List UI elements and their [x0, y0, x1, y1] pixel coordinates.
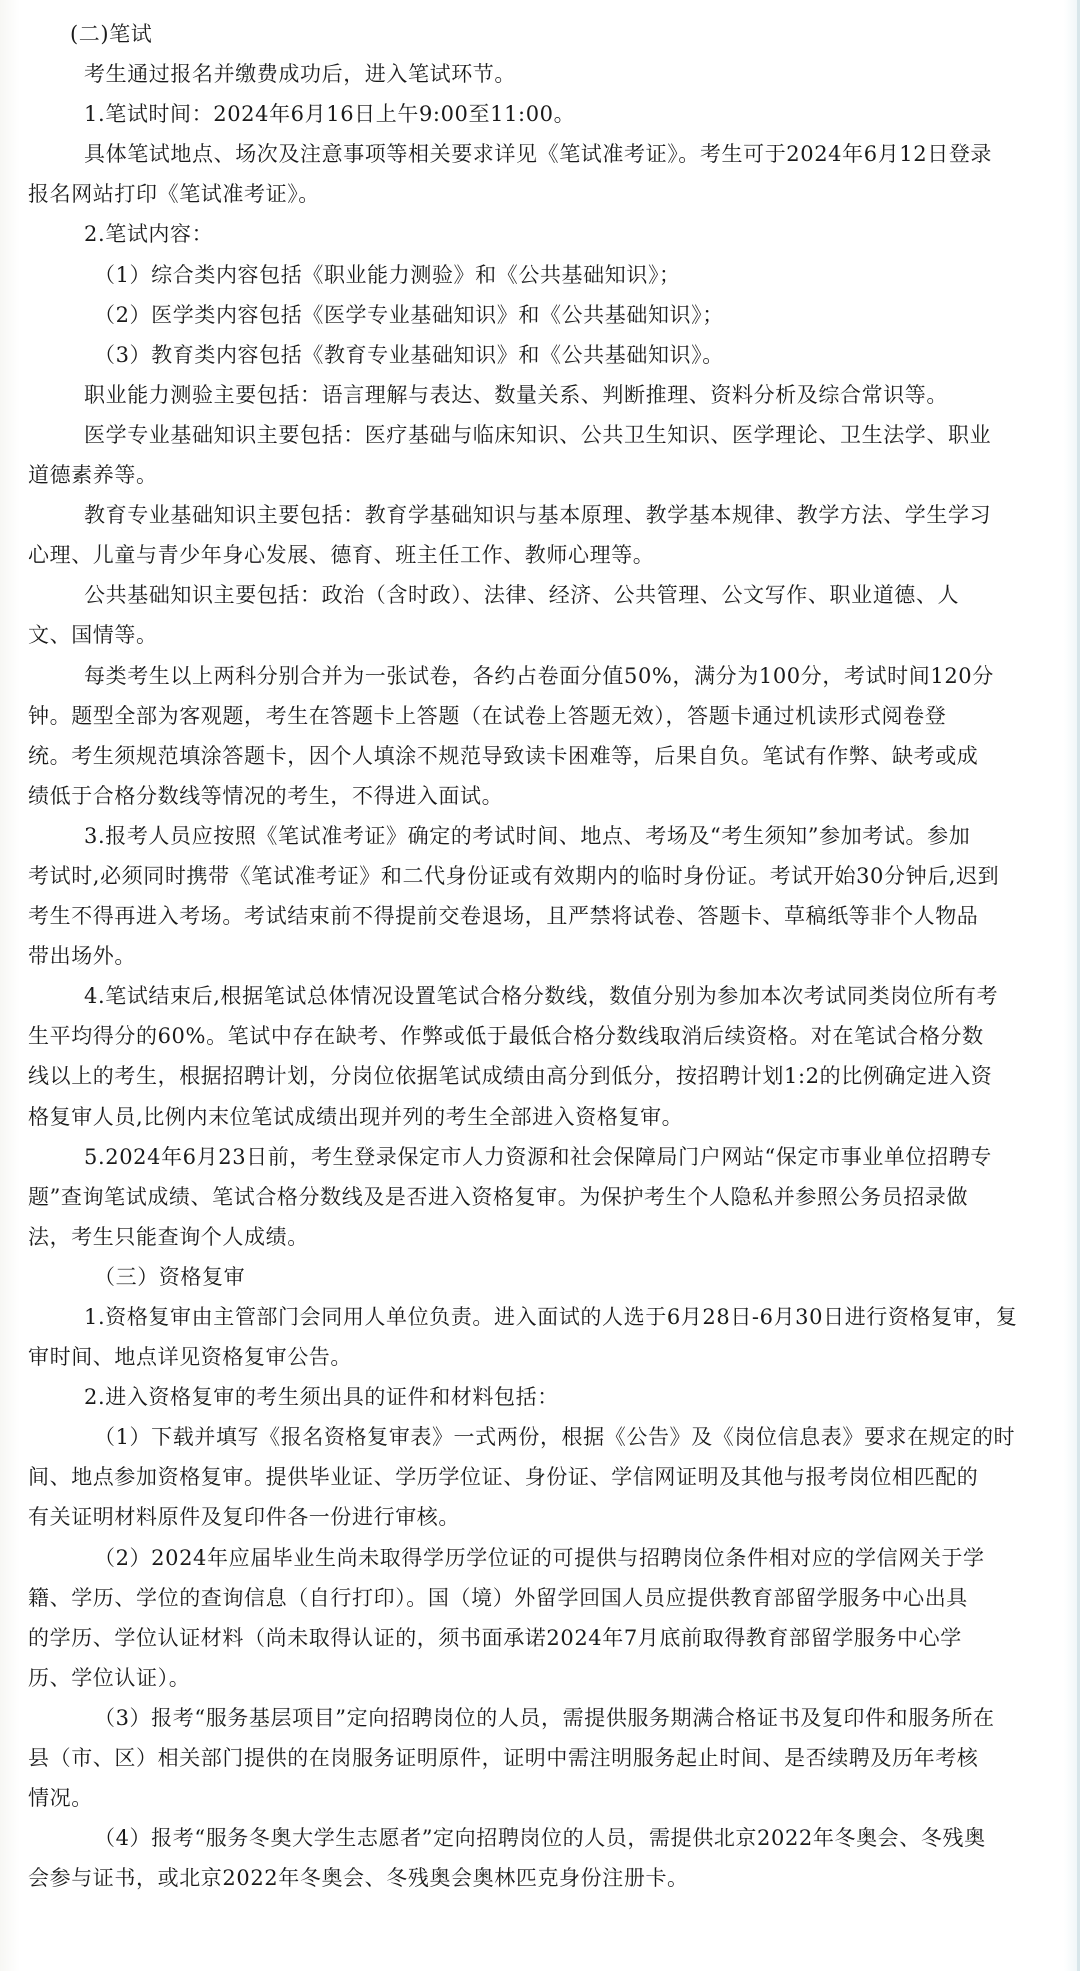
- text-line: 考生不得再进入考场。考试结束前不得提前交卷退场，且严禁将试卷、答题卡、草稿纸等非个人物品: [28, 904, 979, 929]
- text-line: 1.资格复审由主管部门会同用人单位负责。进入面试的人选于6月28日-6月30日进行资格复审，复: [84, 1305, 1018, 1329]
- text-line: 线以上的考生，根据招聘计划，分岗位依据笔试成绩由高分到低分，按招聘计划1:2的比例确定进入资: [28, 1064, 993, 1089]
- text-line: 4.笔试结束后,根据笔试总体情况设置笔试合格分数线，数值分别为参加本次考试同类岗位所有考: [84, 984, 999, 1009]
- text-line: 道德素养等。: [28, 463, 158, 488]
- text-line: 钟。题型全部为客观题，考生在答题卡上答题（在试卷上答题无效），答题卡通过机读形式阅卷登: [28, 703, 947, 728]
- text-line: （2）医学类内容包括《医学专业基础知识》和《公共基础知识》；: [94, 302, 724, 327]
- text-line: 间、地点参加资格复审。提供毕业证、学历学位证、身份证、学信网证明及其他与报考岗位相匹配的: [28, 1465, 979, 1490]
- text-line: 2.进入资格复审的考生须出具的证件和材料包括：: [84, 1385, 559, 1410]
- text-line: 3.报考人员应按照《笔试准考证》确定的考试时间、地点、考场及“考生须知”参加考试。参加: [84, 823, 971, 848]
- text-line: （4）报考“服务冬奥大学生志愿者”定向招聘岗位的人员，需提供北京2022年冬奥会、冬残奥: [94, 1826, 986, 1851]
- text-line: 题”查询笔试成绩、笔试合格分数线及是否进入资格复审。为保护考生个人隐私并参照公务员招录做: [28, 1184, 969, 1209]
- text-line: 公共基础知识主要包括：政治（含时政）、法律、经济、公共管理、公文写作、职业道德、人: [84, 583, 960, 608]
- text-line: （3）报考“服务基层项目”定向招聘岗位的人员，需提供服务期满合格证书及复印件和服务所在: [94, 1705, 995, 1730]
- text-line: 1.笔试时间：2024年6月16日上午9:00至11:00。: [84, 102, 576, 127]
- text-line: 考试时,必须同时携带《笔试准考证》和二代身份证或有效期内的临时身份证。考试开始30分钟后,迟到: [28, 863, 1000, 888]
- text-line: 会参与证书，或北京2022年冬奥会、冬残奥会奥林匹克身份注册卡。: [28, 1866, 689, 1891]
- text-line: 籍、学历、学位的查询信息（自行打印）。国（境）外留学回国人员应提供教育部留学服务中心出具: [28, 1585, 968, 1610]
- text-line: 县（市、区）相关部门提供的在岗服务证明原件，证明中需注明服务起止时间、是否续聘及历年考核: [28, 1746, 979, 1771]
- text-line: （2）2024年应届毕业生尚未取得学历学位证的可提供与招聘岗位条件相对应的学信网关于学: [94, 1545, 985, 1570]
- text-line: 考生通过报名并缴费成功后，进入笔试环节。: [84, 62, 516, 87]
- text-line: 绩低于合格分数线等情况的考生，不得进入面试。: [28, 783, 504, 808]
- text-line: 情况。: [28, 1786, 93, 1811]
- text-line: 历、学位认证）。: [28, 1665, 191, 1690]
- text-line: 具体笔试地点、场次及注意事项等相关要求详见《笔试准考证》。考生可于2024年6月12日登录: [84, 142, 993, 167]
- text-line: 职业能力测验主要包括：语言理解与表达、数量关系、判断推理、资料分析及综合常识等。: [84, 382, 948, 407]
- text-line: 心理、儿童与青少年身心发展、德育、班主任工作、教师心理等。: [28, 543, 655, 568]
- text-line: 带出场外。: [28, 944, 136, 969]
- text-line: （三）资格复审: [94, 1264, 246, 1289]
- text-line: 2.笔试内容：: [84, 222, 214, 247]
- document-body: [28, 14, 1058, 1898]
- text-line: 有关证明材料原件及复印件各一份进行审核。: [28, 1505, 460, 1530]
- text-line: （1）下载并填写《报名资格复审表》一式两份，根据《公告》及《岗位信息表》要求在规定的时: [94, 1425, 1016, 1450]
- text-line: 报名网站打印《笔试准考证》。: [28, 182, 320, 207]
- text-line: 生平均得分的60%。笔试中存在缺考、作弊或低于最低合格分数线取消后续资格。对在笔试合格分数: [28, 1024, 984, 1049]
- text-line: （3）教育类内容包括《教育专业基础知识》和《公共基础知识》。: [94, 342, 724, 367]
- text-line: 教育专业基础知识主要包括：教育学基础知识与基本原理、教学基本规律、教学方法、学生学习: [84, 503, 992, 528]
- text-line: 文、国情等。: [28, 623, 158, 648]
- text-line: 格复审人员,比例内末位笔试成绩出现并列的考生全部进入资格复审。: [28, 1104, 684, 1129]
- text-line: 统。考生须规范填涂答题卡，因个人填涂不规范导致读卡困难等，后果自负。笔试有作弊、缺考或成: [28, 743, 979, 768]
- text-line: (二)笔试: [70, 22, 153, 46]
- text-line: 审时间、地点详见资格复审公告。: [28, 1345, 352, 1370]
- text-line: 医学专业基础知识主要包括：医疗基础与临床知识、公共卫生知识、医学理论、卫生法学、职业: [84, 422, 992, 447]
- text-line: 的学历、学位认证材料（尚未取得认证的，须书面承诺2024年7月底前取得教育部留学服务中心学: [28, 1625, 962, 1650]
- text-line: 法，考生只能查询个人成绩。: [28, 1224, 309, 1249]
- text-line: （1）综合类内容包括《职业能力测验》和《公共基础知识》；: [94, 262, 681, 287]
- text-line: 5.2024年6月23日前，考生登录保定市人力资源和社会保障局门户网站“保定市事业单位招聘专: [84, 1144, 992, 1169]
- text-line: 每类考生以上两科分别合并为一张试卷，各约占卷面分值50%，满分为100分，考试时间120分: [84, 663, 994, 688]
